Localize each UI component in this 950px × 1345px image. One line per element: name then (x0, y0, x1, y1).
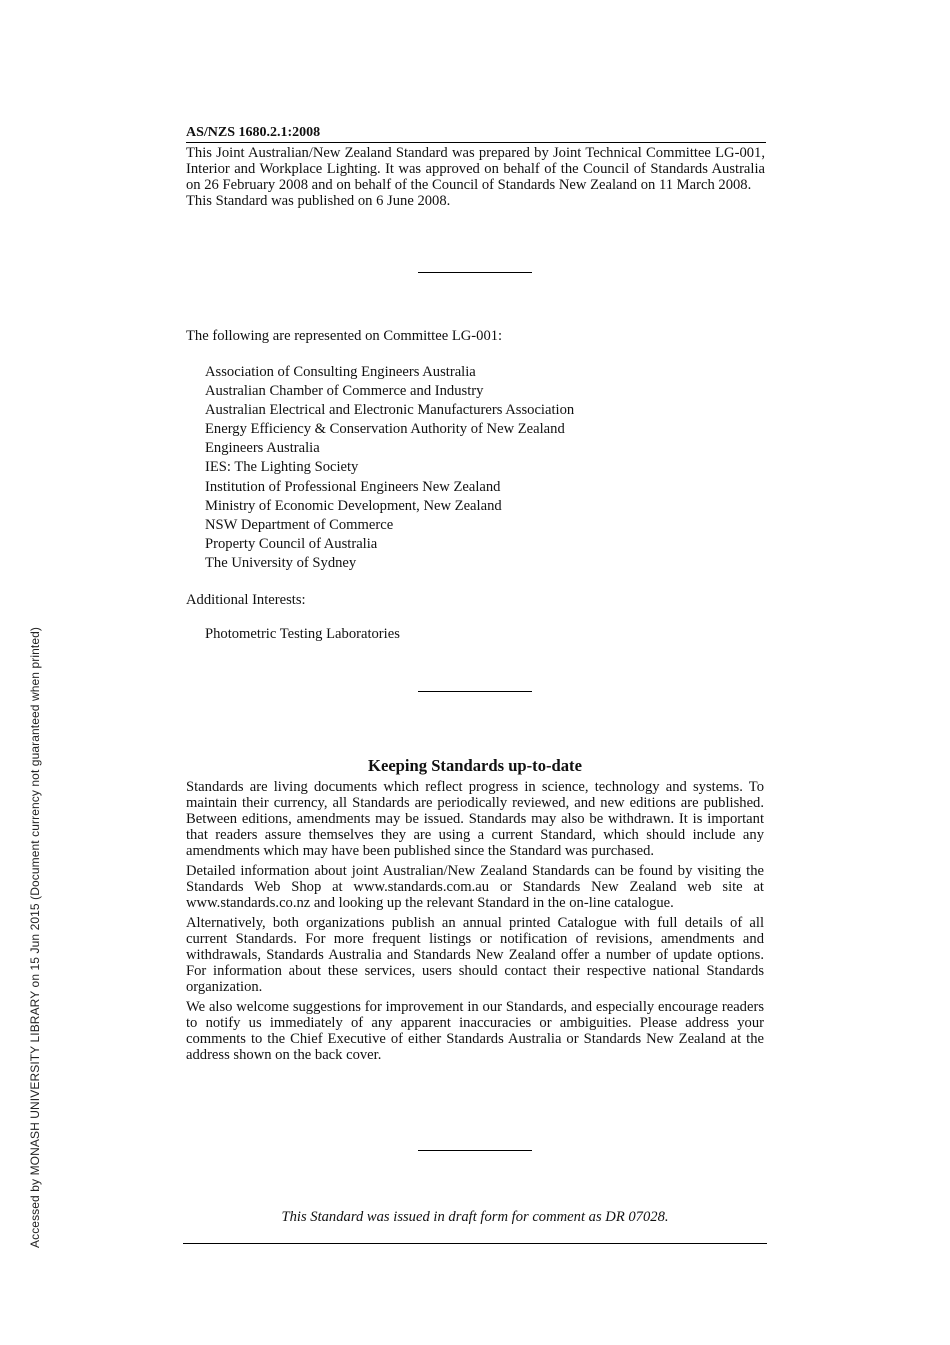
list-item: Photometric Testing Laboratories (205, 626, 400, 642)
body-paragraph: Detailed information about joint Australian/New Zealand Standards can be found by visiting the Standards Web Shop at www.standards.com.au or Standards New Zealand web site at www.standards.co.nz and looking up the relevant Standard in the on-line catalogue. (186, 863, 764, 911)
section-divider (418, 1150, 532, 1151)
access-watermark: Accessed by MONASH UNIVERSITY LIBRARY on 15 Jun 2015 (Document currency not guaranteed when printed) (28, 627, 42, 1248)
draft-note: This Standard was issued in draft form for comment as DR 07028. (281, 1209, 669, 1225)
list-item: IES: The Lighting Society (205, 459, 359, 476)
keeping-standards-body (186, 779, 764, 1067)
list-item: Property Council of Australia (205, 535, 378, 552)
body-paragraph: We also welcome suggestions for improvement in our Standards, and especially encourage readers to notify us immediately of any apparent inaccuracies or ambiguities. Please address your comments to the Chief Executive of either Standards Australia or Standards New Zealand at the address shown on the back cover. (186, 999, 764, 1063)
list-item: The University of Sydney (205, 554, 357, 571)
body-paragraph: Standards are living documents which reflect progress in science, technology and systems. To maintain their currency, all Standards are periodically reviewed, and new editions are published. Between editions, amendments may be issued. Standards may also be withdrawn. It is important that readers assure themselves they are using a current Standard, which should include any amendments which may have been published since the Standard was purchased. (186, 779, 764, 859)
section-divider (418, 272, 532, 273)
list-item: Association of Consulting Engineers Australia (205, 364, 476, 380)
list-item: Australian Chamber of Commerce and Industry (205, 383, 484, 400)
list-item: Ministry of Economic Development, New Zealand (205, 497, 502, 514)
list-item: Engineers Australia (205, 440, 320, 457)
additional-interests-heading: Additional Interests: (186, 592, 306, 608)
list-item: NSW Department of Commerce (205, 516, 394, 533)
list-item: Australian Electrical and Electronic Manufacturers Association (205, 402, 575, 419)
keeping-standards-heading: Keeping Standards up-to-date (368, 756, 582, 775)
footer-rule (183, 1243, 767, 1244)
list-item: Institution of Professional Engineers New Zealand (205, 478, 501, 495)
preparation-statement (186, 145, 765, 209)
body-paragraph: Alternatively, both organizations publish an annual printed Catalogue with full details of all current Standards. For more frequent listings or notification of revisions, amendments and withdrawals, Standards Australia and Standards New Zealand offer a number of update options. For information about these services, users should contact their respective national Standards organization. (186, 915, 764, 995)
standard-id: AS/NZS 1680.2.1:2008 (186, 125, 766, 143)
committee-member-list (205, 363, 574, 573)
section-divider (418, 691, 532, 692)
additional-interests-list (205, 625, 400, 644)
list-item: Energy Efficiency & Conservation Authority of New Zealand (205, 421, 565, 438)
committee-intro: The following are represented on Committee LG-001: (186, 328, 503, 344)
preparation-paragraph: This Joint Australian/New Zealand Standard was prepared by Joint Technical Committee LG-001, Interior and Workplace Lighting. It was approved on behalf of the Council of Standards Australia on 26 February 2008 and on behalf of the Council of Standards New Zealand on 11 March 2008. (186, 145, 765, 193)
publication-date: This Standard was published on 6 June 2008. (186, 193, 451, 209)
